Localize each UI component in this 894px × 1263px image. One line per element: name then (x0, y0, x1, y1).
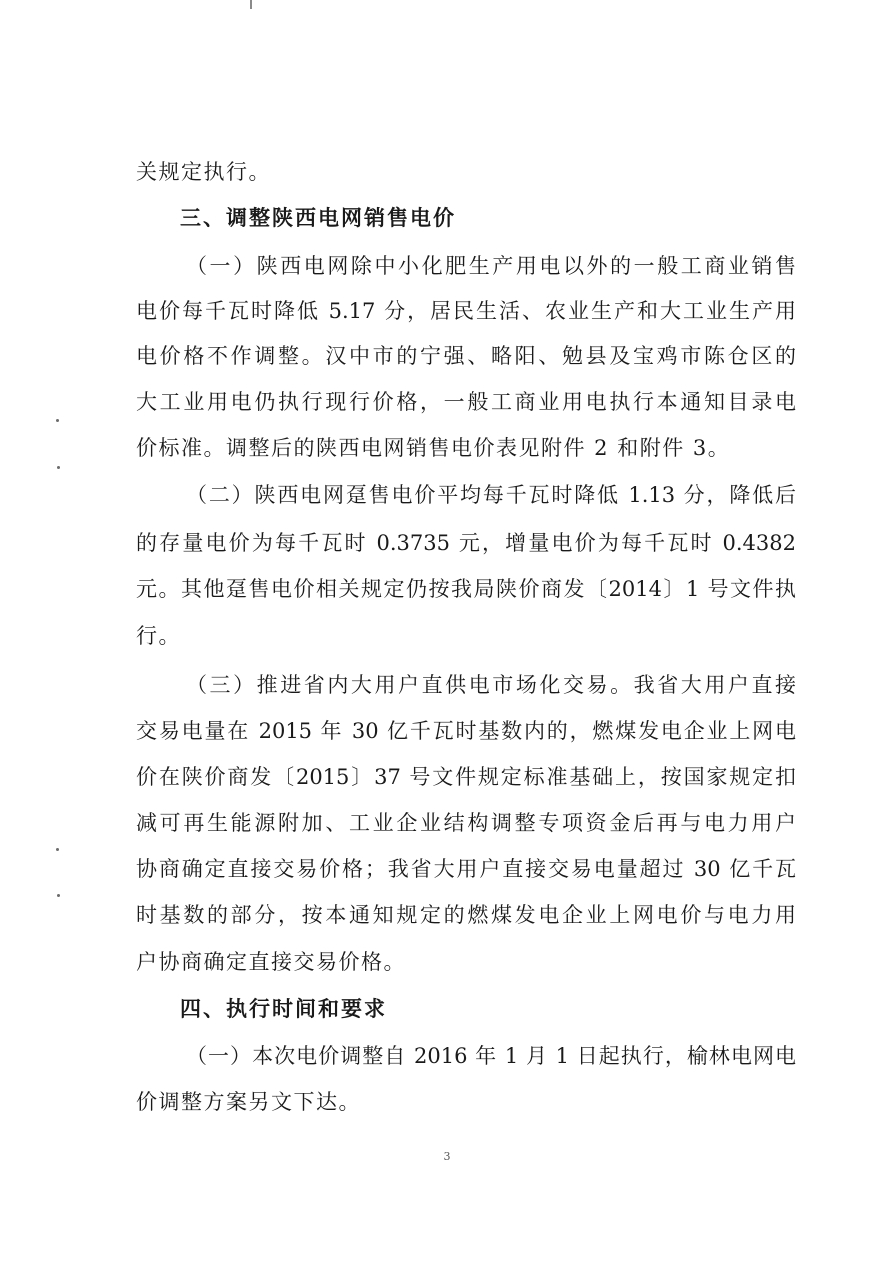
scan-artifact-dot (56, 848, 59, 851)
paragraph-line: 时基数的部分，按本通知规定的燃煤发电企业上网电价与电力用 (136, 903, 796, 927)
section-heading: 三、调整陕西电网销售电价 (180, 206, 456, 230)
paragraph-line: 行。 (136, 624, 181, 648)
section-heading: 四、执行时间和要求 (180, 997, 387, 1021)
page-number: 3 (443, 1150, 451, 1163)
scan-artifact-dot (56, 419, 59, 422)
paragraph-line: 元。其他趸售电价相关规定仍按我局陕价商发〔2014〕1 号文件执 (136, 577, 796, 601)
paragraph-line: 价调整方案另文下达。 (136, 1090, 361, 1114)
scan-artifact-mark (250, 0, 252, 9)
paragraph-line: （二）陕西电网趸售电价平均每千瓦时降低 1.13 分，降低后 (186, 483, 796, 507)
paragraph-line: 减可再生能源附加、工业企业结构调整专项资金后再与电力用户 (136, 811, 796, 835)
paragraph-line: 电价每千瓦时降低 5.17 分，居民生活、农业生产和大工业生产用 (136, 299, 796, 323)
paragraph-line: 价标准。调整后的陕西电网销售电价表见附件 2 和附件 3。 (136, 436, 731, 460)
paragraph-line: 协商确定直接交易价格；我省大用户直接交易电量超过 30 亿千瓦 (136, 857, 796, 881)
paragraph-line: 价在陕价商发〔2015〕37 号文件规定标准基础上，按国家规定扣 (136, 765, 796, 789)
paragraph-line: 大工业用电仍执行现行价格，一般工商业用电执行本通知目录电 (136, 390, 796, 414)
paragraph-line: （三）推进省内大用户直供电市场化交易。我省大用户直接 (186, 673, 796, 697)
scan-artifact-dot (57, 466, 60, 469)
paragraph-line: （一）本次电价调整自 2016 年 1 月 1 日起执行，榆林电网电 (186, 1044, 796, 1068)
paragraph-line: 交易电量在 2015 年 30 亿千瓦时基数内的，燃煤发电企业上网电 (136, 719, 796, 743)
paragraph-line: 电价格不作调整。汉中市的宁强、略阳、勉县及宝鸡市陈仓区的 (136, 344, 796, 368)
paragraph-line: 户协商确定直接交易价格。 (136, 950, 406, 974)
paragraph-line: 关规定执行。 (136, 160, 271, 184)
scan-artifact-dot (57, 894, 60, 897)
paragraph-line: 的存量电价为每千瓦时 0.3735 元，增量电价为每千瓦时 0.4382 (136, 531, 796, 555)
paragraph-line: （一）陕西电网除中小化肥生产用电以外的一般工商业销售 (186, 254, 796, 278)
